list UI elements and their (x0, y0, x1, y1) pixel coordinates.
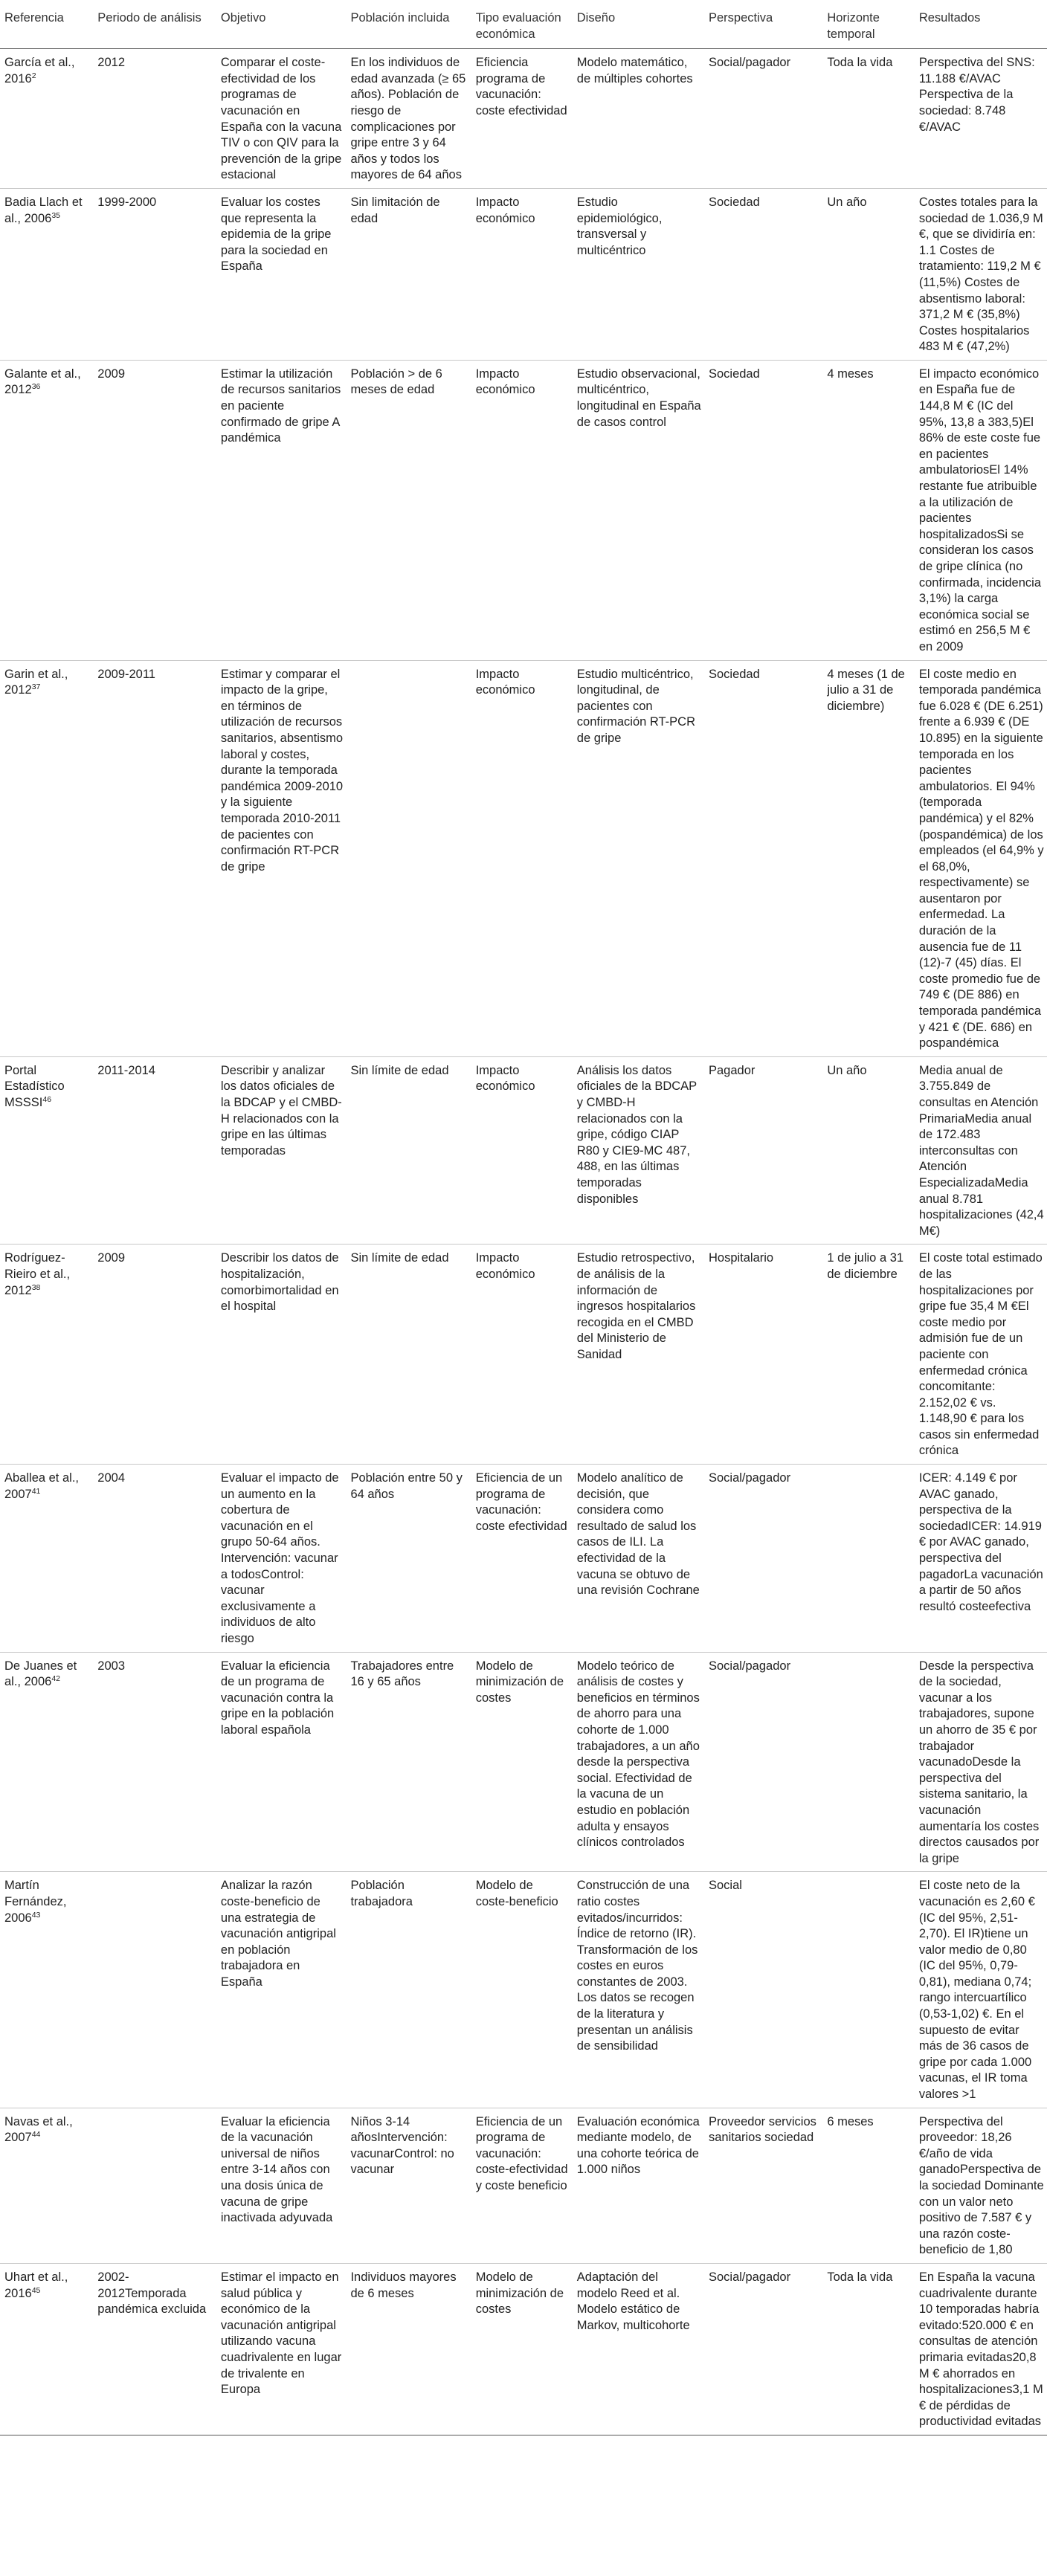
cell-horizonte (822, 1872, 915, 2108)
cell-diseno: Estudio epidemiológico, transversal y multicéntrico (573, 188, 704, 360)
cell-resultados: Desde la perspectiva de la sociedad, vacunar a los trabajadores, supone un ahorro de 35 € por trabajador vacunadoDesde la perspectiva del sistema sanitario, la vacunación aumentaría los costes directos causados por la gripe (915, 1652, 1047, 1872)
cell-diseno: Análisis los datos oficiales de la BDCAP y CMBD-H relacionados con la gripe, código CIAP R80 y CIE9-MC 487, 488, en las últimas temporadas disponibles (573, 1056, 704, 1245)
cell-objetivo: Evaluar el impacto de un aumento en la cobertura de vacunación en el grupo 50-64 años. Intervención: vacunar a todosControl: vacunar exclusivamente a individuos de alto riesgo (216, 1465, 347, 1653)
cell-perspectiva: Sociedad (704, 360, 822, 660)
reference-text: Galante et al., 2012 (4, 367, 81, 397)
cell-poblacion: Trabajadores entre 16 y 65 años (346, 1652, 471, 1872)
cell-tipo-evaluacion: Impacto económico (471, 1245, 573, 1465)
cell-periodo: 2004 (93, 1465, 216, 1653)
cell-tipo-evaluacion: Eficiencia programa de vacunación: coste efectividad (471, 49, 573, 189)
cell-horizonte: Toda la vida (822, 49, 915, 189)
reference-number: 2 (31, 71, 36, 80)
reference-number: 45 (31, 2285, 41, 2295)
table-row (0, 2108, 1047, 2263)
cell-resultados: En España la vacuna cuadrivalente durante 10 temporadas habría evitado:520.000 € en consultas de atención primaria evitadas20,8 M € ahorrados en hospitalizaciones3,1 M € de pérdidas de productividad evitadas (915, 2263, 1047, 2435)
cell-diseno: Adaptación del modelo Reed et al. Modelo estático de Markov, multicohorte (573, 2263, 704, 2435)
reference-number: 38 (31, 1282, 41, 1292)
cell-tipo-evaluacion: Modelo de minimización de costes (471, 2263, 573, 2435)
cell-horizonte: Un año (822, 1056, 915, 1245)
cell-resultados: El impacto económico en España fue de 144,8 M € (IC del 95%, 13,8 a 383,5)El 86% de este coste fue en pacientes ambulatoriosEl 14% restante fue atribuible a la utilización de pacientes hospitalizadosSi se consideran los casos de gripe clínica (no confirmada, incidencia 3,1%) la carga económica social se estimó en 256,5 M € en 2009 (915, 360, 1047, 660)
table-row (0, 2263, 1047, 2435)
cell-poblacion: Población entre 50 y 64 años (346, 1465, 471, 1653)
cell-periodo: 1999-2000 (93, 188, 216, 360)
cell-objetivo: Describir y analizar los datos oficiales de la BDCAP y el CMBD-H relacionados con la gripe en las últimas temporadas (216, 1056, 347, 1245)
cell-diseno: Construcción de una ratio costes evitados/incurridos: Índice de retorno (IR). Transformación de los costes en euros constantes de 2003. Los datos se recogen de la literatura y presentan un análisis de sensibilidad (573, 1872, 704, 2108)
header-periodo: Periodo de análisis (93, 0, 216, 49)
cell-tipo-evaluacion: Eficiencia de un programa de vacunación: coste-efectividad y coste beneficio (471, 2108, 573, 2263)
reference-number: 46 (42, 1095, 52, 1104)
cell-periodo: 2012 (93, 49, 216, 189)
header-objetivo: Objetivo (216, 0, 347, 49)
reference-text: De Juanes et al., 2006 (4, 1659, 77, 1689)
cell-diseno: Modelo matemático, de múltiples cohortes (573, 49, 704, 189)
header-diseno: Diseño (573, 0, 704, 49)
header-row (0, 0, 1047, 49)
cell-horizonte: Un año (822, 188, 915, 360)
cell-tipo-evaluacion: Impacto económico (471, 1056, 573, 1245)
cell-tipo-evaluacion: Eficiencia de un programa de vacunación: coste efectividad (471, 1465, 573, 1653)
header-tipo-evaluacion: Tipo evaluación económica (471, 0, 573, 49)
cell-referencia (0, 1465, 93, 1653)
reference-number: 43 (31, 1910, 41, 1920)
cell-periodo: 2009-2011 (93, 660, 216, 1056)
cell-tipo-evaluacion: Impacto económico (471, 188, 573, 360)
cell-poblacion: Sin límite de edad (346, 1245, 471, 1465)
reference-number: 41 (31, 1486, 41, 1496)
cell-referencia (0, 1872, 93, 2108)
cell-periodo (93, 1872, 216, 2108)
cell-resultados: El coste total estimado de las hospitalizaciones por gripe fue 35,4 M €El coste medio por admisión fue de un paciente con enfermedad crónica concomitante: 2.152,02 € vs. 1.148,90 € para los casos sin enfermedad crónica (915, 1245, 1047, 1465)
cell-perspectiva: Social/pagador (704, 49, 822, 189)
header-perspectiva: Perspectiva (704, 0, 822, 49)
reference-number: 44 (31, 2130, 41, 2140)
cell-perspectiva: Social/pagador (704, 1652, 822, 1872)
cell-referencia (0, 49, 93, 189)
cell-resultados: ICER: 4.149 € por AVAC ganado, perspectiva de la sociedadICER: 14.919 € por AVAC ganado, perspectiva del pagadorLa vacunación a partir de 50 años resultó costeefectiva (915, 1465, 1047, 1653)
cell-perspectiva: Social/pagador (704, 2263, 822, 2435)
cell-periodo: 2009 (93, 360, 216, 660)
cell-objetivo: Evaluar la eficiencia de un programa de vacunación contra la gripe en la población laboral española (216, 1652, 347, 1872)
table-row (0, 660, 1047, 1056)
cell-periodo: 2002-2012Temporada pandémica excluida (93, 2263, 216, 2435)
reference-text: Navas et al., 2007 (4, 2114, 73, 2145)
cell-objetivo: Evaluar la eficiencia de la vacunación universal de niños entre 3-14 años con una dosis única de vacuna de gripe inactivada adyuvada (216, 2108, 347, 2263)
table-row (0, 1056, 1047, 1245)
cell-diseno: Modelo teórico de análisis de costes y beneficios en términos de ahorro para una cohorte de 1.000 trabajadores, a un año desde la perspectiva social. Efectividad de la vacuna de un estudio en población adulta y ensayos clínicos controlados (573, 1652, 704, 1872)
cell-diseno: Estudio observacional, multicéntrico, longitudinal en España de casos control (573, 360, 704, 660)
table-row (0, 1465, 1047, 1653)
cell-resultados: Costes totales para la sociedad de 1.036,9 M €, que se dividiría en: 1.1 Costes de tratamiento: 119,2 M € (11,5%) Costes de absentismo laboral: 371,2 M € (35,8%) Costes hospitalarios 483 M € (47,2%) (915, 188, 1047, 360)
cell-diseno: Estudio multicéntrico, longitudinal, de pacientes con confirmación RT-PCR de gripe (573, 660, 704, 1056)
reference-text: Rodríguez-Rieiro et al., 2012 (4, 1251, 71, 1297)
header-horizonte: Horizonte temporal (822, 0, 915, 49)
cell-resultados: El coste medio en temporada pandémica fue 6.028 € (DE 6.251) frente a 6.939 € (DE 10.895) en la siguiente temporada en los pacientes ambulatorios. El 94% (temporada pandémica) y el 82% (pospandémica) de los empleados (el 64,9% y el 68,0%, respectivamente) se ausentaron por enfermedad. La duración de la ausencia fue de 11 (12)-7 (45) días. El coste promedio fue de 749 € (DE 886) en temporada pandémica y 421 € (DE. 686) en pospandémica (915, 660, 1047, 1056)
cell-perspectiva: Hospitalario (704, 1245, 822, 1465)
reference-text: Portal Estadístico MSSSI (4, 1063, 65, 1109)
cell-poblacion: Población trabajadora (346, 1872, 471, 2108)
cell-periodo: 2003 (93, 1652, 216, 1872)
cell-horizonte (822, 1652, 915, 1872)
cell-perspectiva: Sociedad (704, 660, 822, 1056)
cell-diseno: Modelo analítico de decisión, que considera como resultado de salud los casos de ILI. La efectividad de la vacuna se obtuvo de una revisión Cochrane (573, 1465, 704, 1653)
cell-resultados: Perspectiva del SNS: 11.188 €/AVAC Perspectiva de la sociedad: 8.748 €/AVAC (915, 49, 1047, 189)
header-resultados: Resultados (915, 0, 1047, 49)
cell-objetivo: Evaluar los costes que representa la epidemia de la gripe para la sociedad en España (216, 188, 347, 360)
cell-perspectiva: Proveedor servicios sanitarios sociedad (704, 2108, 822, 2263)
reference-text: Garin et al., 2012 (4, 667, 68, 697)
reference-number: 37 (31, 682, 41, 692)
cell-poblacion (346, 660, 471, 1056)
cell-periodo (93, 2108, 216, 2263)
cell-perspectiva: Sociedad (704, 188, 822, 360)
cell-diseno: Evaluación económica mediante modelo, de una cohorte teórica de 1.000 niños (573, 2108, 704, 2263)
cell-diseno: Estudio retrospectivo, de análisis de la información de ingresos hospitalarios recogida en el CMBD del Ministerio de Sanidad (573, 1245, 704, 1465)
reference-number: 42 (51, 1674, 60, 1684)
reference-text: Uhart et al., 2016 (4, 2270, 68, 2300)
cell-perspectiva: Pagador (704, 1056, 822, 1245)
cell-tipo-evaluacion: Modelo de minimización de costes (471, 1652, 573, 1872)
cell-objetivo: Analizar la razón coste-beneficio de una estrategia de vacunación antigripal en población trabajadora en España (216, 1872, 347, 2108)
reference-text: Badia Llach et al., 2006 (4, 195, 83, 225)
cell-poblacion: En los individuos de edad avanzada (≥ 65 años). Población de riesgo de complicaciones por gripe entre 3 y 64 años y todos los mayores de 64 años (346, 49, 471, 189)
reference-number: 36 (31, 382, 41, 392)
cell-referencia (0, 2108, 93, 2263)
header-referencia: Referencia (0, 0, 93, 49)
table-row (0, 1245, 1047, 1465)
cell-poblacion: Sin limitación de edad (346, 188, 471, 360)
reference-text: Aballea et al., 2007 (4, 1471, 79, 1501)
table-row (0, 360, 1047, 660)
cell-objetivo: Estimar el impacto en salud pública y económico de la vacunación antigripal utilizando vacuna cuadrivalente en lugar de trivalente en Europa (216, 2263, 347, 2435)
reference-text: García et al., 2016 (4, 56, 75, 85)
cell-poblacion: Población > de 6 meses de edad (346, 360, 471, 660)
cell-referencia (0, 2263, 93, 2435)
cell-resultados: Media anual de 3.755.849 de consultas en Atención PrimariaMedia anual de 172.483 interconsultas con Atención EspecializadaMedia anual 8.781 hospitalizaciones (42,4 M€) (915, 1056, 1047, 1245)
cell-resultados: El coste neto de la vacunación es 2,60 € (IC del 95%, 2,51-2,70). El IR)tiene un valor medio de 0,80 (IC del 95%, 0,79-0,81), mediana 0,74; rango intercuartílico (0,53-1,02) €. En el supuesto de evitar más de 36 casos de gripe por cada 1.000 vacunas, el IR toma valores >1 (915, 1872, 1047, 2108)
cell-referencia (0, 660, 93, 1056)
cell-horizonte: 4 meses (1 de julio a 31 de diciembre) (822, 660, 915, 1056)
table-row (0, 1652, 1047, 1872)
header-poblacion: Población incluida (346, 0, 471, 49)
cell-referencia (0, 360, 93, 660)
table-row (0, 1872, 1047, 2108)
reference-text: Martín Fernández, 2006 (4, 1879, 67, 1925)
cell-periodo: 2011-2014 (93, 1056, 216, 1245)
cell-poblacion: Niños 3-14 añosIntervención: vacunarControl: no vacunar (346, 2108, 471, 2263)
cell-horizonte: 4 meses (822, 360, 915, 660)
cell-objetivo: Comparar el coste-efectividad de los programas de vacunación en España con la vacuna TIV o con QIV para la prevención de la gripe estacional (216, 49, 347, 189)
cell-referencia (0, 1652, 93, 1872)
table-row (0, 188, 1047, 360)
cell-resultados: Perspectiva del proveedor: 18,26 €/año de vida ganadoPerspectiva de la sociedad Dominante con un valor neto positivo de 7.587 € y una razón coste-beneficio de 1,80 (915, 2108, 1047, 2263)
reference-number: 35 (51, 210, 60, 220)
cell-objetivo: Estimar y comparar el impacto de la gripe, en términos de utilización de recursos sanitarios, absentismo laboral y costes, durante la temporada pandémica 2009-2010 y la siguiente temporada 2010-2011 de pacientes con confirmación RT-PCR de gripe (216, 660, 347, 1056)
cell-horizonte: 1 de julio a 31 de diciembre (822, 1245, 915, 1465)
cell-horizonte: Toda la vida (822, 2263, 915, 2435)
cell-tipo-evaluacion: Impacto económico (471, 360, 573, 660)
cell-referencia (0, 188, 93, 360)
cell-perspectiva: Social/pagador (704, 1465, 822, 1653)
cell-objetivo: Estimar la utilización de recursos sanitarios en paciente confirmado de gripe A pandémica (216, 360, 347, 660)
cell-horizonte (822, 1465, 915, 1653)
cell-poblacion: Individuos mayores de 6 meses (346, 2263, 471, 2435)
cell-perspectiva: Social (704, 1872, 822, 2108)
cell-objetivo: Describir los datos de hospitalización, comorbimortalidad en el hospital (216, 1245, 347, 1465)
cell-tipo-evaluacion: Impacto económico (471, 660, 573, 1056)
cell-poblacion: Sin límite de edad (346, 1056, 471, 1245)
cell-periodo: 2009 (93, 1245, 216, 1465)
cell-referencia (0, 1245, 93, 1465)
cell-tipo-evaluacion: Modelo de coste-beneficio (471, 1872, 573, 2108)
table-row (0, 49, 1047, 189)
cell-horizonte: 6 meses (822, 2108, 915, 2263)
cell-referencia (0, 1056, 93, 1245)
